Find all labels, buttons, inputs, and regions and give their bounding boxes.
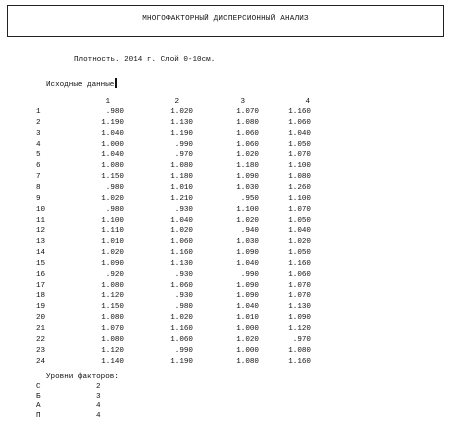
table-cell: .930 bbox=[174, 205, 193, 214]
table-cell: 1.020 bbox=[170, 108, 193, 116]
table-cell: 1.070 bbox=[288, 292, 311, 301]
table-cell: 1.070 bbox=[288, 151, 311, 160]
factors-title: Уровни факторов: bbox=[46, 373, 119, 381]
table-cell: 1.020 bbox=[170, 227, 193, 236]
table-cell: 1.160 bbox=[170, 325, 193, 333]
table-cell: 1.040 bbox=[101, 151, 124, 160]
table-cell: .980 bbox=[174, 303, 193, 312]
factor-name: А bbox=[36, 402, 41, 410]
table-cell: 1.130 bbox=[170, 259, 193, 268]
subtitle: Плотность. 2014 г. Слой 0-10см. bbox=[74, 56, 216, 64]
column-header-1: 1 bbox=[105, 98, 110, 106]
table-cell: 1.040 bbox=[101, 129, 124, 138]
table-cell: 1.080 bbox=[236, 118, 259, 127]
input-data-label-text: Исходные данные bbox=[46, 81, 115, 89]
table-cell: 1.140 bbox=[101, 357, 124, 366]
table-cell: 1.060 bbox=[288, 118, 311, 127]
table-cell: 1.060 bbox=[170, 335, 193, 344]
table-cell: 1.110 bbox=[101, 227, 124, 236]
row-number: 9 bbox=[36, 194, 41, 203]
table-cell: 1.160 bbox=[288, 108, 311, 116]
table-cell: 1.000 bbox=[101, 140, 124, 149]
table-cell: 1.040 bbox=[288, 227, 311, 236]
row-number: 16 bbox=[36, 270, 46, 279]
row-number: 12 bbox=[36, 227, 46, 236]
table-cell: 1.050 bbox=[288, 216, 311, 225]
table-cell: 1.050 bbox=[288, 140, 311, 149]
column-header-3: 3 bbox=[240, 98, 245, 106]
table-cell: 1.080 bbox=[101, 314, 124, 323]
row-number: 5 bbox=[36, 151, 41, 160]
row-number: 13 bbox=[36, 238, 46, 247]
row-number: 2 bbox=[36, 118, 41, 127]
table-cell: .930 bbox=[174, 292, 193, 301]
table-cell: 1.080 bbox=[101, 281, 124, 290]
table-cell: 1.090 bbox=[236, 292, 259, 301]
table-cell: 1.190 bbox=[170, 129, 193, 138]
table-cell: 1.160 bbox=[288, 357, 311, 366]
table-cell: 1.180 bbox=[236, 162, 259, 171]
table-cell: 1.010 bbox=[101, 238, 124, 247]
table-cell: 1.020 bbox=[101, 194, 124, 203]
table-cell: 1.100 bbox=[288, 194, 311, 203]
table-cell: .980 bbox=[105, 205, 124, 214]
table-cell: 1.070 bbox=[101, 325, 124, 333]
row-number: 19 bbox=[36, 303, 46, 312]
column-header-4: 4 bbox=[305, 98, 310, 106]
row-number: 6 bbox=[36, 162, 41, 171]
header-box bbox=[7, 5, 444, 37]
table-cell: 1.120 bbox=[101, 346, 124, 355]
table-cell: 1.080 bbox=[236, 357, 259, 366]
table-cell: 1.040 bbox=[288, 129, 311, 138]
table-cell: 1.070 bbox=[288, 205, 311, 214]
table-cell: .990 bbox=[240, 270, 259, 279]
table-cell: 1.060 bbox=[170, 238, 193, 247]
table-cell: 1.020 bbox=[288, 238, 311, 247]
table-cell: 1.040 bbox=[236, 259, 259, 268]
table-cell: .970 bbox=[174, 151, 193, 160]
table-cell: 1.060 bbox=[288, 270, 311, 279]
page-title: МНОГОФАКТОРНЫЙ ДИСПЕРСИОННЫЙ АНАЛИЗ bbox=[142, 15, 309, 23]
table-cell: 1.080 bbox=[101, 162, 124, 171]
row-number: 1 bbox=[36, 108, 41, 116]
table-cell: .950 bbox=[240, 194, 259, 203]
row-number: 4 bbox=[36, 140, 41, 149]
factor-name: Б bbox=[36, 392, 41, 401]
table-cell: 1.060 bbox=[236, 129, 259, 138]
table-cell: 1.090 bbox=[236, 173, 259, 182]
table-cell: 1.180 bbox=[170, 173, 193, 182]
row-number: 14 bbox=[36, 249, 46, 258]
factor-name: С bbox=[36, 383, 41, 391]
table-cell: 1.120 bbox=[101, 292, 124, 301]
text-cursor bbox=[115, 78, 117, 88]
table-cell: 1.040 bbox=[170, 216, 193, 225]
table-cell: 1.090 bbox=[236, 249, 259, 258]
table-cell: 1.120 bbox=[288, 325, 311, 333]
table-cell: 1.150 bbox=[101, 173, 124, 182]
row-number: 21 bbox=[36, 325, 46, 333]
table-cell: 1.080 bbox=[170, 162, 193, 171]
column-header-2: 2 bbox=[174, 98, 179, 106]
table-cell: 1.070 bbox=[288, 281, 311, 290]
row-number: 15 bbox=[36, 259, 46, 268]
table-cell: 1.010 bbox=[170, 183, 193, 192]
table-cell: 1.020 bbox=[101, 249, 124, 258]
table-cell: 1.020 bbox=[236, 151, 259, 160]
factor-levels: 4 bbox=[96, 411, 101, 420]
row-number: 24 bbox=[36, 357, 46, 366]
table-cell: 1.020 bbox=[170, 314, 193, 323]
table-cell: 1.190 bbox=[170, 357, 193, 366]
table-cell: 1.130 bbox=[170, 118, 193, 127]
table-cell: 1.000 bbox=[236, 325, 259, 333]
table-cell: 1.050 bbox=[288, 249, 311, 258]
table-cell: 1.060 bbox=[236, 140, 259, 149]
table-cell: 1.100 bbox=[236, 205, 259, 214]
row-number: 8 bbox=[36, 183, 41, 192]
factor-levels: 4 bbox=[96, 402, 101, 410]
table-cell: 1.080 bbox=[101, 335, 124, 344]
table-cell: .990 bbox=[174, 140, 193, 149]
table-cell: 1.190 bbox=[101, 118, 124, 127]
table-cell: 1.130 bbox=[288, 303, 311, 312]
table-cell: 1.010 bbox=[236, 314, 259, 323]
table-cell: 1.090 bbox=[288, 314, 311, 323]
table-cell: 1.090 bbox=[101, 259, 124, 268]
table-cell: 1.210 bbox=[170, 194, 193, 203]
table-cell: .930 bbox=[174, 270, 193, 279]
table-cell: 1.020 bbox=[236, 335, 259, 344]
row-number: 11 bbox=[36, 216, 46, 225]
row-number: 7 bbox=[36, 173, 41, 182]
table-cell: .970 bbox=[292, 335, 311, 344]
table-cell: .940 bbox=[240, 227, 259, 236]
table-cell: 1.030 bbox=[236, 183, 259, 192]
row-number: 17 bbox=[36, 281, 46, 290]
table-cell: 1.100 bbox=[288, 162, 311, 171]
table-cell: 1.100 bbox=[101, 216, 124, 225]
factor-name: П bbox=[36, 411, 41, 420]
table-cell: .980 bbox=[105, 108, 124, 116]
table-cell: 1.020 bbox=[236, 216, 259, 225]
table-cell: 1.000 bbox=[236, 346, 259, 355]
row-number: 3 bbox=[36, 129, 41, 138]
table-cell: .920 bbox=[105, 270, 124, 279]
row-number: 18 bbox=[36, 292, 46, 301]
row-number: 22 bbox=[36, 335, 46, 344]
table-cell: 1.080 bbox=[288, 346, 311, 355]
table-cell: 1.030 bbox=[236, 238, 259, 247]
table-cell: 1.070 bbox=[236, 108, 259, 116]
table-cell: 1.260 bbox=[288, 183, 311, 192]
factor-levels: 2 bbox=[96, 383, 101, 391]
table-cell: 1.090 bbox=[236, 281, 259, 290]
table-cell: 1.080 bbox=[288, 173, 311, 182]
factor-levels: 3 bbox=[96, 392, 101, 401]
row-number: 10 bbox=[36, 205, 46, 214]
table-cell: .980 bbox=[105, 183, 124, 192]
input-data-label bbox=[46, 78, 117, 89]
table-cell: 1.150 bbox=[101, 303, 124, 312]
table-cell: .990 bbox=[174, 346, 193, 355]
row-number: 23 bbox=[36, 346, 46, 355]
table-cell: 1.160 bbox=[170, 249, 193, 258]
table-cell: 1.040 bbox=[236, 303, 259, 312]
table-cell: 1.160 bbox=[288, 259, 311, 268]
row-number: 20 bbox=[36, 314, 46, 323]
table-cell: 1.060 bbox=[170, 281, 193, 290]
